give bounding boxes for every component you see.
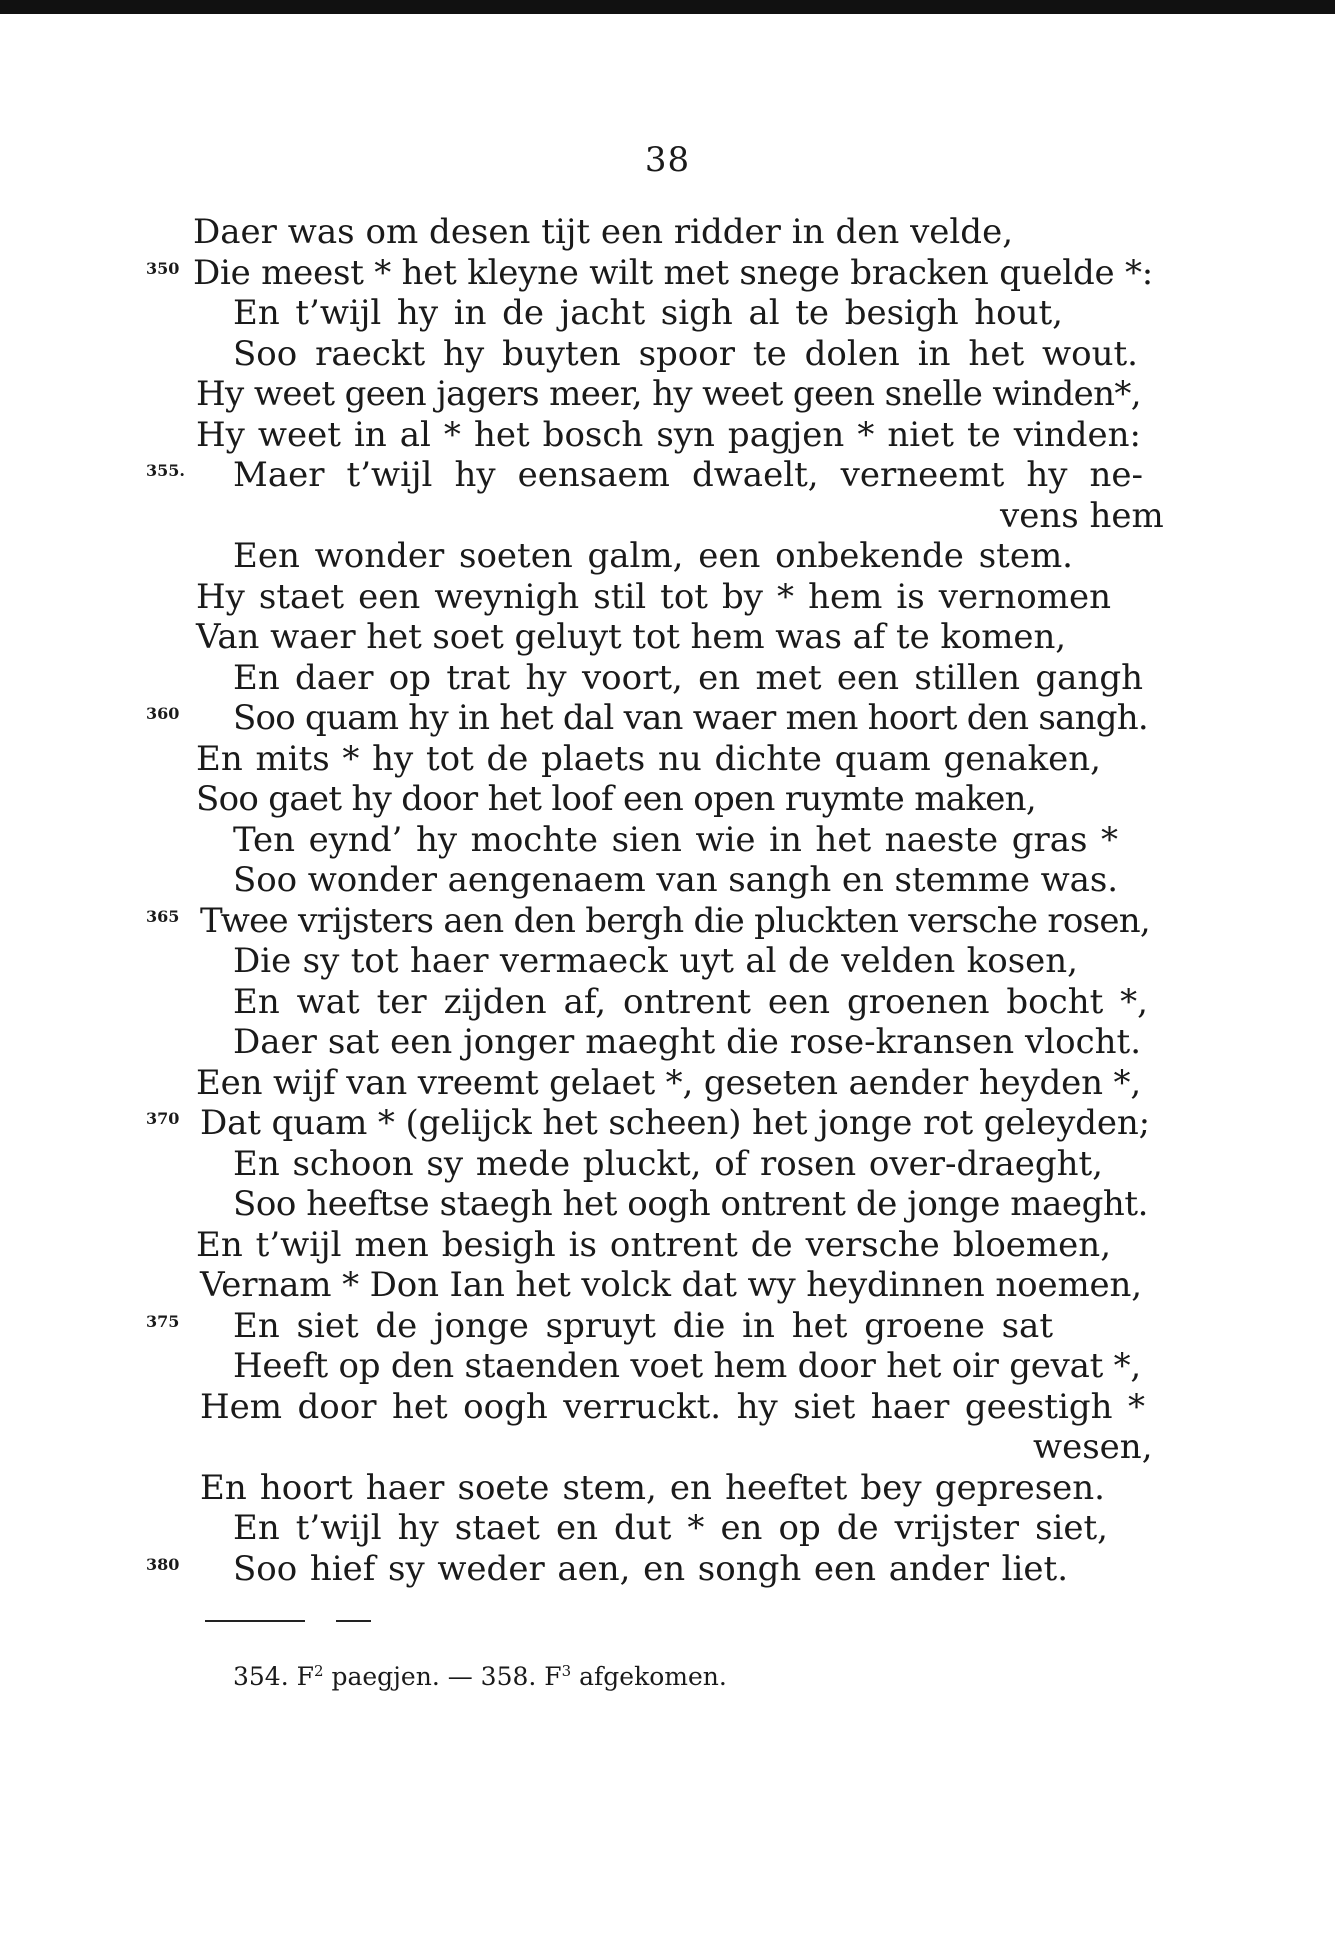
line-text: En hoort haer soete stem, en heeftet bey gepresen.	[200, 1467, 1105, 1508]
poem-line	[0, 1103, 1335, 1143]
page-number: 38	[644, 140, 691, 180]
line-text: Soo gaet hy door het loof een open ruymte maken,	[196, 779, 1036, 819]
poem-line	[0, 1306, 1335, 1346]
line-text: En daer op trat hy voort, en met een stillen gangh	[233, 657, 1143, 698]
line-text: Twee vrijsters aen den bergh die pluckten versche rosen,	[200, 900, 1150, 941]
poem-line	[0, 941, 1335, 981]
poem-line	[0, 1427, 1335, 1467]
line-text: Een wijf van vreemt gelaet *, geseten aender heyden *,	[196, 1062, 1141, 1103]
line-text: Soo raeckt hy buyten spoor te dolen in het wout.	[233, 333, 1138, 374]
line-text: Ten eynd’ hy mochte sien wie in het naeste gras *	[233, 819, 1118, 860]
footnote-rule-short	[336, 1620, 371, 1622]
poem-line	[0, 1468, 1335, 1508]
poem-line	[0, 536, 1335, 576]
footnote-sup1: 2	[313, 1662, 324, 1680]
poem-line	[0, 1265, 1335, 1305]
line-text: Soo heeftse staegh het oogh ontrent de jonge maeght.	[233, 1184, 1148, 1224]
line-text: En wat ter zijden af, ontrent een groenen bocht *,	[233, 981, 1148, 1022]
line-text: Soo quam hy in het dal van waer men hoort den sangh.	[233, 698, 1148, 738]
line-text: En siet de jonge spruyt die in het groene sat	[233, 1305, 1053, 1346]
line-text: Maer t’wijl hy eensaem dwaelt, verneemt hy ne-	[233, 455, 1143, 495]
line-text: Daer was om desen tijt een ridder in den velde,	[193, 212, 1013, 252]
poem-line	[0, 820, 1335, 860]
footnote-part3: afgekomen.	[571, 1662, 727, 1692]
line-text: wesen,	[1033, 1427, 1153, 1467]
line-text: Vernam * Don Ian het volck dat wy heydinnen noemen,	[200, 1265, 1142, 1305]
poem-line	[0, 374, 1335, 414]
poem-line	[0, 1144, 1335, 1184]
poem-line	[0, 1549, 1335, 1589]
line-number: 375	[146, 1311, 180, 1331]
line-text: Soo wonder aengenaem van sangh en stemme was.	[233, 860, 1118, 900]
line-number: 365	[146, 906, 180, 926]
line-text: Daer sat een jonger maeght die rose-kransen vlocht.	[233, 1022, 1141, 1062]
line-number: 380	[146, 1554, 180, 1574]
line-text: vens hem	[1000, 495, 1164, 536]
poem-line	[0, 1508, 1335, 1548]
poem-line	[0, 577, 1335, 617]
line-text: Van waer het soet geluyt tot hem was af te komen,	[196, 617, 1066, 657]
poem-line	[0, 212, 1335, 252]
poem-line	[0, 860, 1335, 900]
line-text: Hy weet geen jagers meer, hy weet geen snelle winden*,	[196, 374, 1141, 414]
line-number: 370	[146, 1109, 180, 1128]
footnote-sup2: 3	[561, 1662, 572, 1680]
line-text: Die meest * het kleyne wilt met snege bracken quelde *:	[193, 252, 1153, 293]
poem-line	[0, 982, 1335, 1022]
poem-line	[0, 496, 1335, 536]
line-number: 360	[146, 704, 180, 723]
poem-line	[0, 253, 1335, 293]
top-border	[0, 0, 1335, 14]
poem-line	[0, 698, 1335, 738]
footnote-rule-long	[205, 1620, 305, 1622]
line-number: 355.	[146, 461, 185, 480]
line-text: Die sy tot haer vermaeck uyt al de velden kosen,	[233, 941, 1078, 981]
poem-line	[0, 1346, 1335, 1386]
poem-line	[0, 455, 1335, 495]
poem-line	[0, 334, 1335, 374]
footnote-part2: paegjen. — 358. F	[323, 1662, 562, 1692]
poem-line	[0, 617, 1335, 657]
poem-line	[0, 1184, 1335, 1224]
footnote	[233, 1662, 727, 1691]
poem-line	[0, 901, 1335, 941]
line-text: En mits * hy tot de plaets nu dichte quam genaken,	[196, 738, 1101, 779]
poem-line	[0, 415, 1335, 455]
line-number: 350	[146, 258, 180, 278]
poem-line	[0, 1225, 1335, 1265]
line-text: Een wonder soeten galm, een onbekende stem.	[233, 536, 1073, 576]
line-text: Dat quam * (gelijck het scheen) het jonge rot geleyden;	[200, 1103, 1150, 1143]
poem-line	[0, 1022, 1335, 1062]
line-text: En schoon sy mede pluckt, of rosen over-draeght,	[233, 1143, 1103, 1184]
line-text: Heeft op den staenden voet hem door het oir gevat *,	[233, 1346, 1141, 1386]
line-text: Hy staet een weynigh stil tot by * hem is vernomen	[196, 576, 1111, 617]
line-text: Hem door het oogh verruckt. hy siet haer geestigh *	[200, 1386, 1145, 1427]
footnote-part1: 354. F	[233, 1662, 314, 1692]
line-text: Hy weet in al * het bosch syn pagjen * niet te vinden:	[196, 414, 1141, 455]
poem-line	[0, 739, 1335, 779]
line-text: En t’wijl hy in de jacht sigh al te besigh hout,	[233, 293, 1063, 333]
poem-line	[0, 1063, 1335, 1103]
line-text: Soo hief sy weder aen, en songh een ander liet.	[233, 1548, 1068, 1589]
poem-line	[0, 658, 1335, 698]
poem-line	[0, 293, 1335, 333]
line-text: En t’wijl men besigh is ontrent de versche bloemen,	[196, 1224, 1111, 1265]
poem-line	[0, 779, 1335, 819]
line-text: En t’wijl hy staet en dut * en op de vrijster siet,	[233, 1508, 1108, 1548]
poem-line	[0, 1387, 1335, 1427]
